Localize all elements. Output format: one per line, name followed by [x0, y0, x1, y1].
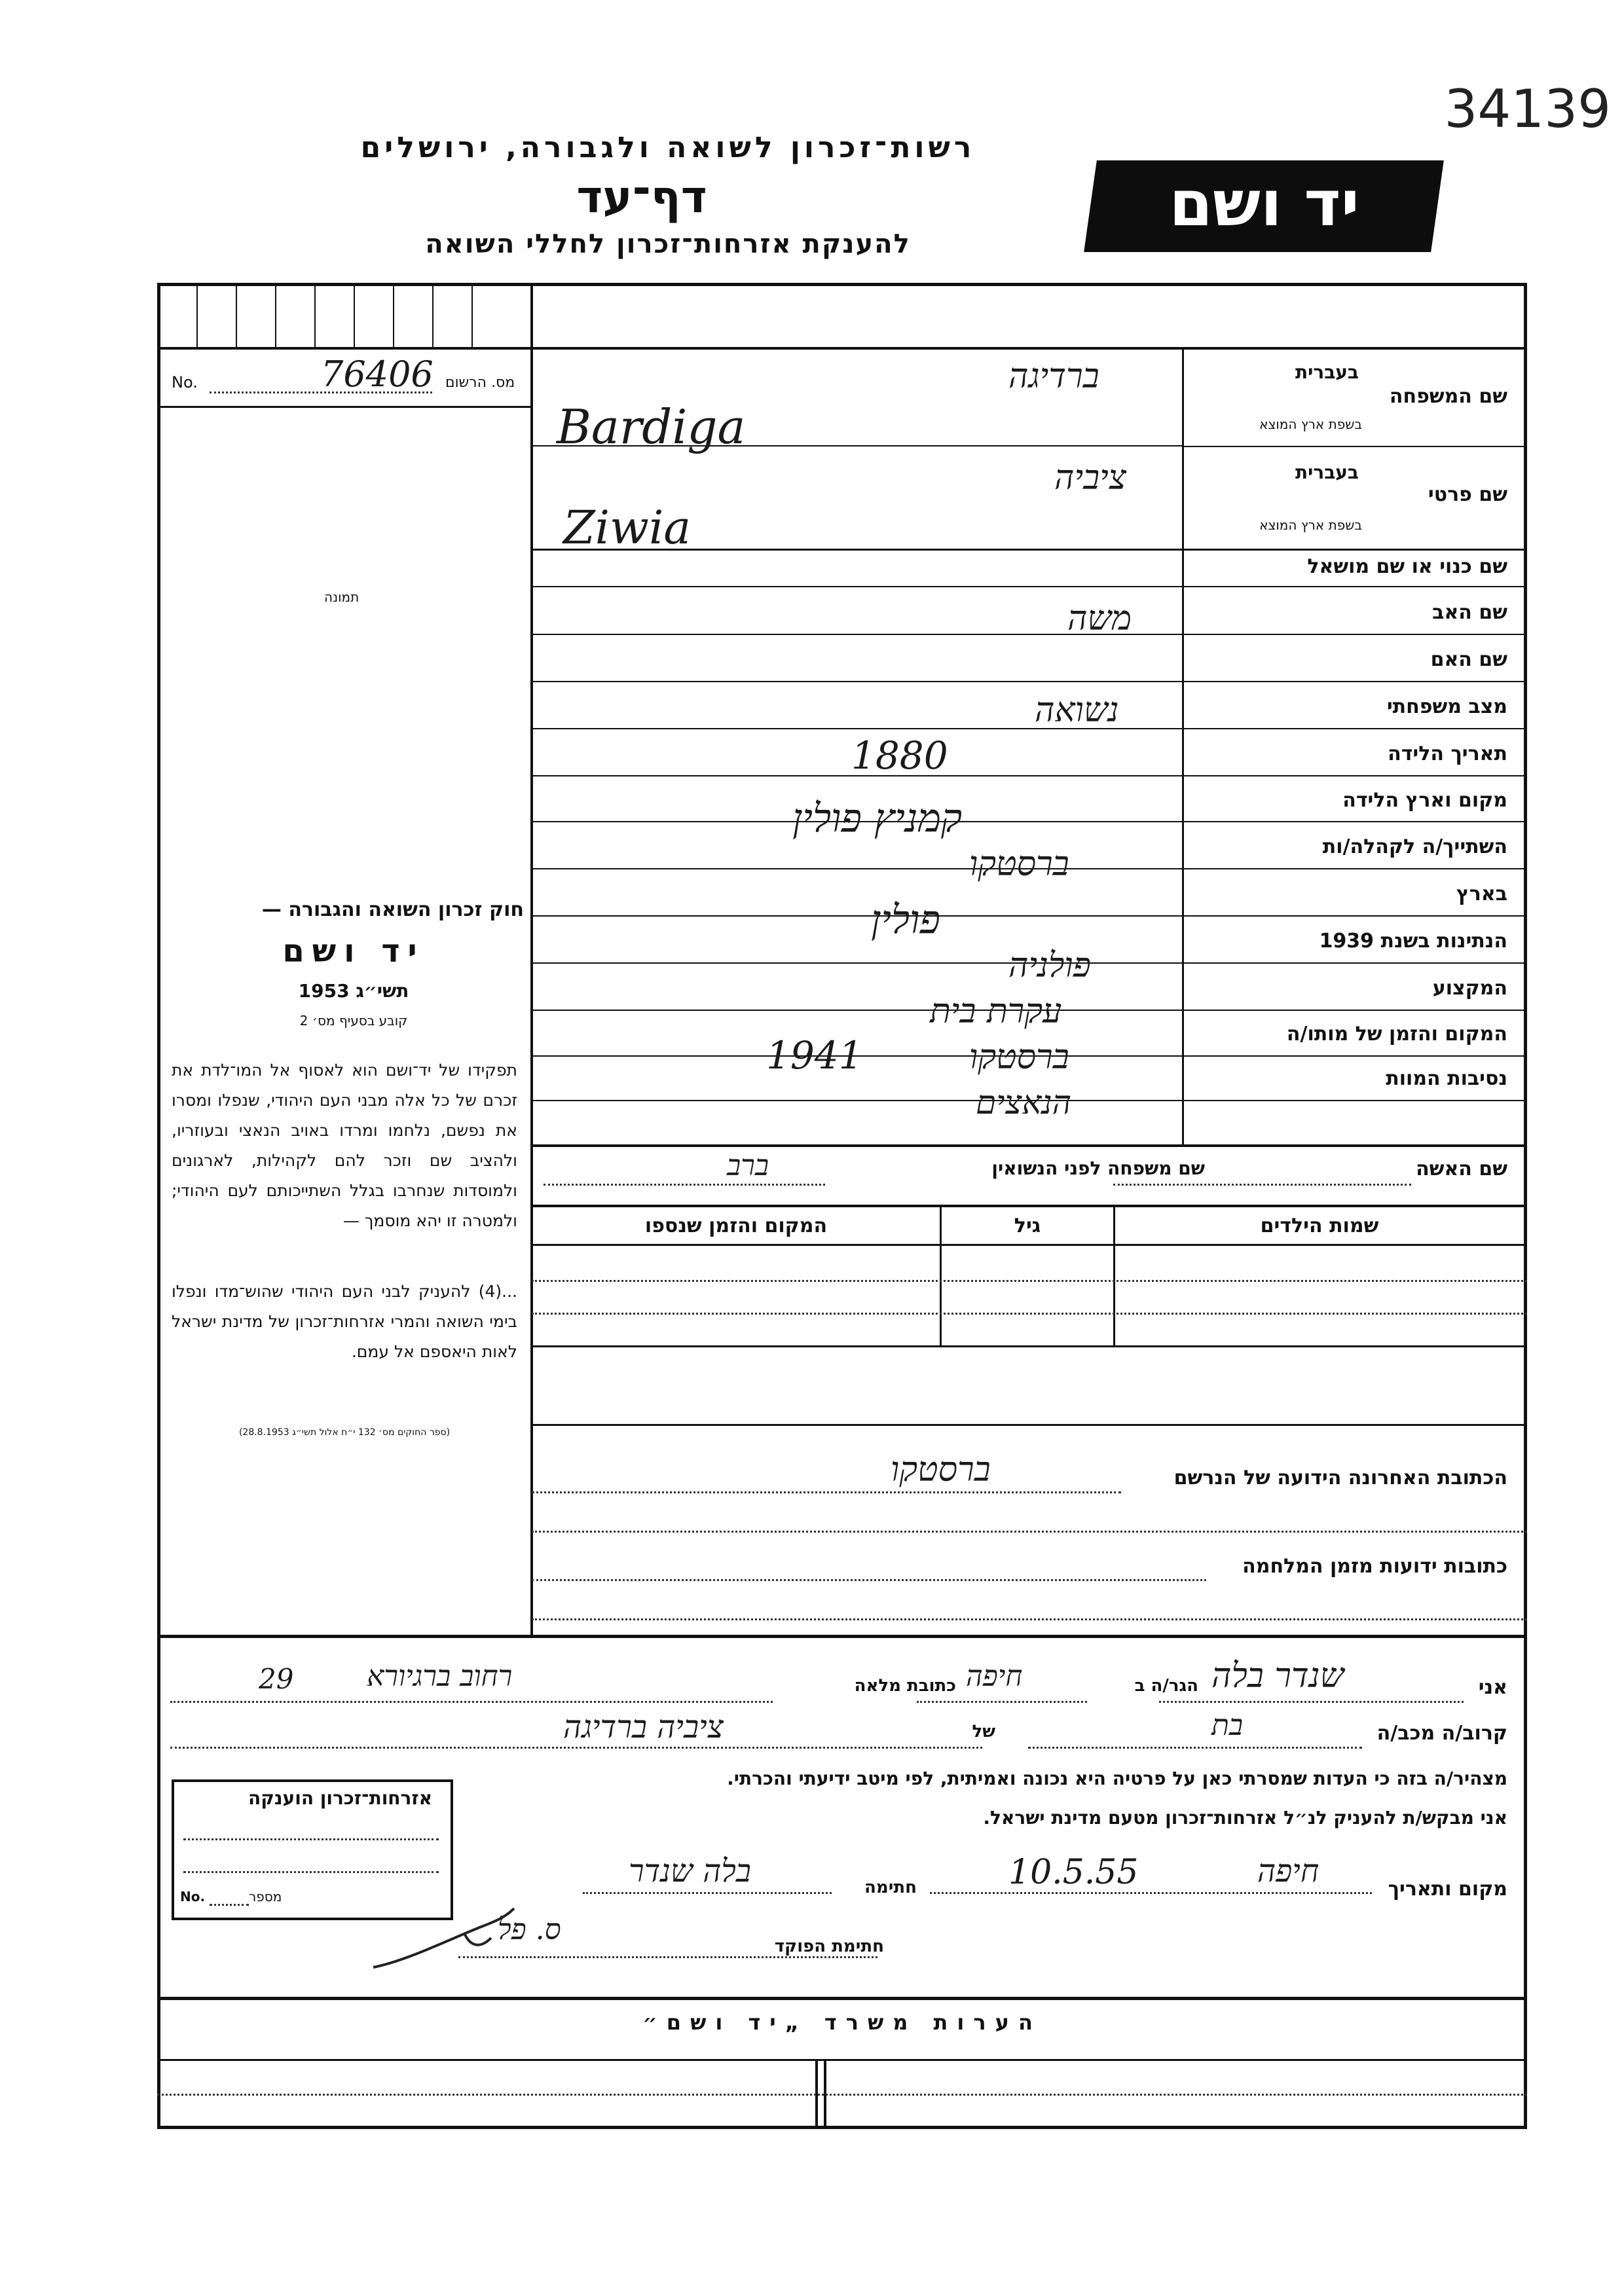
- law-clause: קובע בסעיף מס׳ 2: [299, 1013, 408, 1029]
- country-label: בארץ: [1456, 883, 1507, 905]
- declarant-house-number: 29: [259, 1663, 294, 1695]
- relation-value: בת: [1211, 1709, 1244, 1742]
- citizenship-number-label: מספר: [249, 1889, 282, 1904]
- family-name-label: שם המשפחה: [1389, 385, 1507, 408]
- registration-no-label: No.: [172, 373, 198, 392]
- declarant-name-value: שנדר בלה: [1211, 1656, 1344, 1696]
- mother-name-label: שם האם: [1430, 648, 1507, 671]
- first-name-label: שם פרטי: [1428, 483, 1507, 506]
- family-name-hebrew-value: ברדיגה: [1008, 357, 1099, 396]
- birthdate-label: תאריך הלידה: [1388, 742, 1507, 765]
- relative-of-value: ציביה ברדיגה: [563, 1709, 724, 1745]
- declarant-city-value: חיפה: [966, 1660, 1023, 1693]
- citizenship-no-label: No.: [180, 1889, 206, 1904]
- family-name-latin-value: Bardiga: [557, 399, 746, 454]
- birthplace-value: קמניץ פולין: [792, 795, 963, 841]
- office-remarks-title: הערות משרד „יד ושם״: [642, 2010, 1042, 2035]
- archive-number: 34139: [1444, 79, 1611, 139]
- death-place-time-label: המקום והזמן של מותו/ה: [1286, 1023, 1507, 1046]
- law-heading: חוק זכרון השואה והגבורה —: [261, 898, 524, 921]
- signature-label: חתימה: [864, 1878, 917, 1897]
- first-name-origin-label: בשפת ארץ המוצא: [1259, 517, 1362, 533]
- law-name: יד ושם: [282, 933, 425, 970]
- country-value: פולין: [871, 897, 940, 943]
- father-name-label: שם האב: [1432, 601, 1507, 624]
- citizenship-value: פולניה: [1008, 946, 1091, 985]
- children-age-header: גיל: [1014, 1214, 1041, 1237]
- wife-name-label: שם האשה: [1416, 1157, 1507, 1180]
- marital-status-label: מצב משפחתי: [1386, 695, 1507, 718]
- declarant-address-label: כתובת מלאה: [854, 1676, 956, 1696]
- family-name-hebrew-label: בעברית: [1295, 361, 1359, 383]
- registration-number-label: מס. הרשום: [445, 374, 515, 391]
- community-value: ברסטקו: [969, 845, 1069, 884]
- last-address-value: ברסטקו: [891, 1450, 991, 1489]
- place-date-label: מקום ותאריך: [1388, 1878, 1507, 1901]
- birthplace-label: מקום וארץ הלידה: [1342, 789, 1507, 812]
- logo-text: יד ושם: [1169, 167, 1359, 240]
- death-circumstances-value: הנאצים: [976, 1084, 1072, 1121]
- yad-vashem-logo: [1084, 160, 1444, 252]
- relative-label: קרוב/ה מכב/ה: [1376, 1722, 1507, 1745]
- form-subtitle: להענקת אזרחות־זכרון לחללי השואה: [425, 229, 911, 259]
- law-text-purpose: תפקידו של יד־ושם הוא לאסוף אל המו־לדת את זכרם של כל אלה מבני העם היהודי, שנפלו ומסרו את נפשם, נלחמו ומרדו באויב הנאצי ובעוזריו, ולהציב שם וזכר להם לקהילות, לארגונים ולמוסדות שנחרבו בגלל השתייכותם לעם היהודי; ולמטרה זו יהא מוסמך —: [172, 1061, 517, 1230]
- death-place-value: ברסטקו: [969, 1038, 1069, 1077]
- photo-label: תמונה: [324, 589, 360, 605]
- law-text-citizenship: ...(4) להעניק לבני העם היהודי שהוש־מדו ונפלו בימי השואה והמרי אזרחות־זכרון של מדינת ישראל לאות היאספם אל עמם.: [172, 1282, 517, 1361]
- family-name-origin-label: בשפת ארץ המוצא: [1259, 416, 1362, 432]
- form-title: דף־עד: [576, 172, 707, 223]
- registration-number: 76406: [321, 354, 434, 395]
- declarant-i-label: אני: [1478, 1676, 1507, 1699]
- profession-label: המקצוע: [1432, 977, 1507, 1000]
- first-name-hebrew-value: ציביה: [1054, 458, 1127, 498]
- profession-value: עקרת בית: [930, 992, 1062, 1031]
- law-footnote: (ספר החוקים מס׳ 132 י״ח אלול תשי״ג 28.8.1953): [238, 1427, 451, 1438]
- citizenship-1939-label: הנתינות בשנת 1939: [1319, 930, 1507, 953]
- law-year: תשי״ג 1953: [298, 980, 409, 1002]
- first-name-latin-value: Ziwia: [563, 501, 692, 555]
- declaration-text: מצהיר/ה בזה כי העדות שמסרתי כאן על פרטיה היא נכונה ואמיתית, לפי מיטב ידיעתי והכרתי.: [727, 1768, 1507, 1789]
- request-text: אני מבקש/ת להעניק לנ״ל אזרחות־זכרון מטעם מדינת ישראל.: [983, 1807, 1507, 1829]
- maiden-name-label: שם משפחה לפני הנשואין: [991, 1157, 1205, 1179]
- children-names-header: שמות הילדים: [1260, 1214, 1379, 1237]
- signature-value: בלה שנדר: [629, 1853, 751, 1889]
- death-year-value: 1941: [766, 1033, 863, 1078]
- date-value: 10.5.55: [1008, 1853, 1139, 1892]
- marital-status-value: נשואה: [1035, 691, 1119, 730]
- community-label: השתייך/ה לקהלה/ות: [1322, 835, 1507, 858]
- father-name-value: משה: [1067, 599, 1132, 638]
- declarant-street-value: רחוב ברגיורא: [367, 1660, 513, 1693]
- birthdate-value: 1880: [851, 733, 948, 778]
- officer-signature-label: חתימת הפוקד: [774, 1937, 884, 1956]
- officer-signature-value: ס. פל: [498, 1913, 561, 1946]
- place-value: חיפה: [1257, 1853, 1320, 1889]
- citizenship-granted-title: אזרחות־זכרון הוענקה: [248, 1787, 432, 1809]
- death-circumstances-label: נסיבות המוות: [1386, 1067, 1507, 1090]
- last-address-label: הכתובת האחרונה הידועה של הנרשם: [1173, 1467, 1507, 1489]
- relative-of-label: של: [972, 1722, 995, 1741]
- nickname-label: שם כנוי או שם מושאל: [1307, 555, 1507, 578]
- declarant-resides-label: הגר/ה ב: [1134, 1676, 1198, 1696]
- war-addresses-label: כתובות ידועות מזמן המלחמה: [1242, 1555, 1507, 1578]
- maiden-name-value: ברב: [727, 1149, 769, 1182]
- children-death-header: המקום והזמן שנספו: [644, 1214, 828, 1237]
- organization-line: רשות־זכרון לשואה ולגבורה, ירושלים: [360, 131, 976, 164]
- first-name-hebrew-label: בעברית: [1295, 462, 1359, 483]
